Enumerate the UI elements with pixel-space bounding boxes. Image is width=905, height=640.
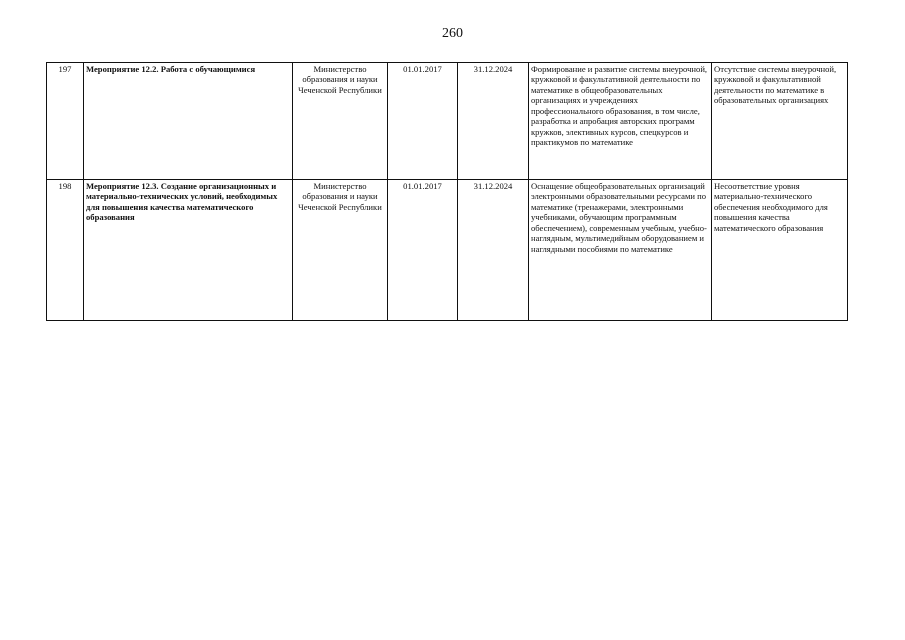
table-row bbox=[47, 63, 848, 180]
activities-table bbox=[46, 62, 848, 321]
row-number: 198 bbox=[47, 180, 84, 321]
executor-cell: Министерство образования и науки Чеченской Республики bbox=[293, 180, 388, 321]
table-row bbox=[47, 180, 848, 321]
executor-cell: Министерство образования и науки Чеченской Республики bbox=[293, 63, 388, 180]
row-number: 197 bbox=[47, 63, 84, 180]
description-cell: Формирование и развитие системы внеурочной, кружковой и факультативной деятельности по математике в общеобразовательных организациях и учреждениях профессионального образования, в том числе, разработка и апробация авторских программ кружков, элективных курсов, спецкурсов и практикумов по математике bbox=[529, 63, 712, 180]
activity-title: Мероприятие 12.3. Создание организационных и материально-технических условий, необходимых для повышения качества математического образования bbox=[84, 180, 293, 321]
end-date-cell: 31.12.2024 bbox=[458, 63, 529, 180]
consequence-cell: Несоответствие уровня материально-технического обеспечения необходимого для повышения качества математического образования bbox=[712, 180, 848, 321]
start-date-cell: 01.01.2017 bbox=[388, 63, 458, 180]
description-cell: Оснащение общеобразовательных организаций электронными образовательными ресурсами по математике (тренажерами, электронными учебниками, обучающим программным обеспечением), современным учебным, учебно-наглядным, мультимедийным оборудованием и наглядными пособиями по математике bbox=[529, 180, 712, 321]
page-number: 260 bbox=[442, 26, 463, 41]
end-date-cell: 31.12.2024 bbox=[458, 180, 529, 321]
activity-title: Мероприятие 12.2. Работа с обучающимися bbox=[84, 63, 293, 180]
consequence-cell: Отсутствие системы внеурочной, кружковой и факультативной деятельности по математике в образовательных организациях bbox=[712, 63, 848, 180]
start-date-cell: 01.01.2017 bbox=[388, 180, 458, 321]
